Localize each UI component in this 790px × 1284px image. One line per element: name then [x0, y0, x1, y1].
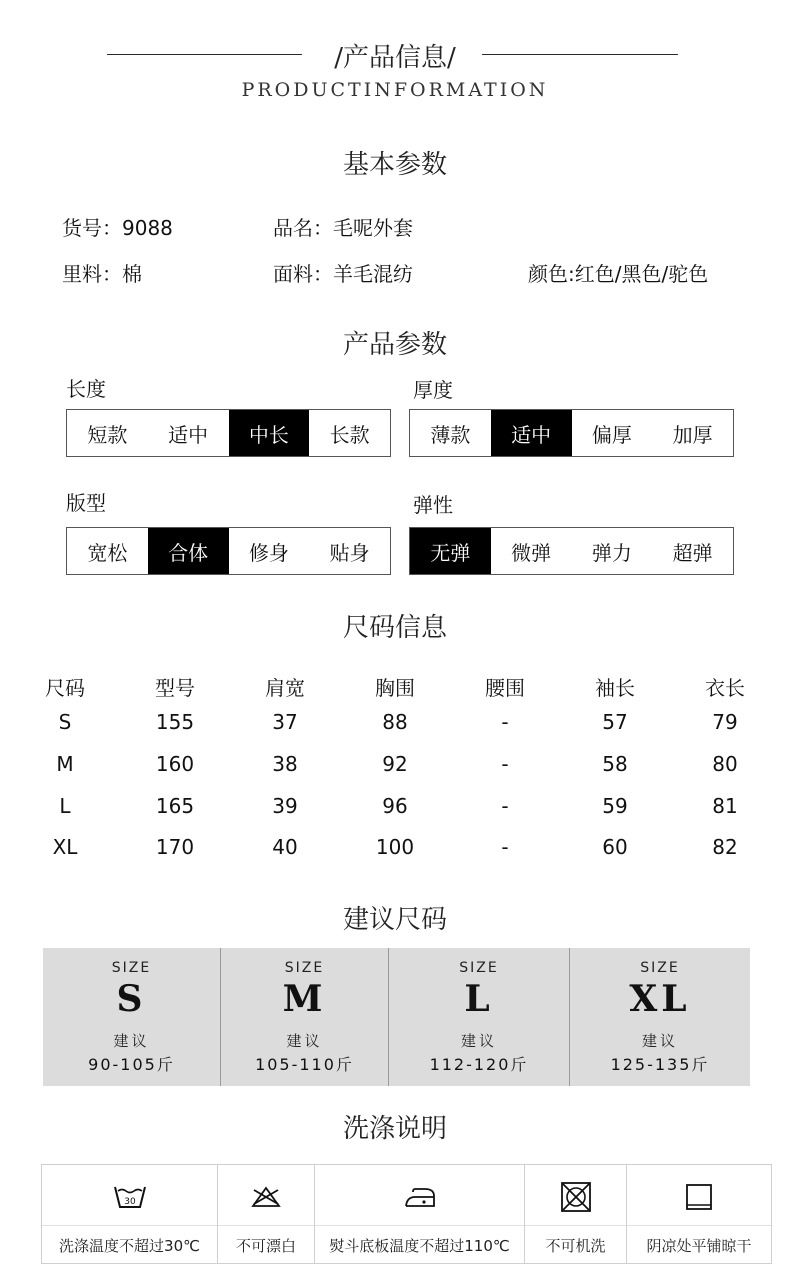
washing-item	[525, 1165, 627, 1263]
size-table-row	[10, 710, 780, 734]
size-cell: -	[501, 752, 509, 776]
size-letter: M	[282, 978, 327, 1020]
size-cell: 79	[712, 710, 738, 734]
no-machine-wash-icon	[525, 1177, 626, 1217]
size-caption: SIZE	[640, 960, 680, 976]
washing-text: 洗涤温度不超过30℃	[59, 1237, 200, 1255]
cell-divider	[315, 1225, 524, 1226]
size-caption: SIZE	[111, 960, 152, 976]
size-table-header	[10, 672, 780, 701]
recommend-item	[388, 948, 569, 1086]
size-header-cell: 腰围	[485, 676, 525, 700]
header-title-cn: /产品信息/	[334, 43, 456, 73]
size-header-cell: 胸围	[375, 676, 415, 700]
thickness-option: 适中	[491, 410, 572, 456]
washing-item	[42, 1165, 218, 1263]
color-options: 颜色:红色/黑色/驼色	[528, 262, 709, 286]
size-cell: -	[501, 710, 509, 734]
size-cell: 59	[602, 794, 628, 818]
header-title-en: PRODUCTINFORMATION	[241, 79, 549, 101]
size-header-cell: 型号	[155, 676, 195, 700]
length-options	[66, 409, 391, 457]
size-cell: 40	[272, 835, 298, 859]
washing-text: 阴凉处平铺晾干	[646, 1237, 752, 1255]
product-params-title: 产品参数	[342, 330, 447, 360]
size-cell: 81	[712, 794, 738, 818]
size-cell: 92	[382, 752, 408, 776]
size-letter: L	[464, 978, 494, 1020]
size-table-row	[10, 794, 780, 818]
fit-option: 贴身	[329, 540, 370, 565]
size-header-cell: 衣长	[705, 676, 745, 700]
size-letter: S	[116, 978, 147, 1020]
suggest-label: 建议	[460, 1032, 497, 1050]
elasticity-label: 弹性	[413, 493, 453, 517]
suggest-label: 建议	[113, 1032, 150, 1050]
elasticity-option: 超弹	[672, 540, 713, 565]
size-cell: M	[56, 752, 74, 776]
size-cell: 88	[382, 710, 408, 734]
thickness-option: 偏厚	[591, 422, 632, 447]
length-option: 长款	[329, 422, 370, 447]
wash-30-icon	[42, 1177, 217, 1217]
washing-text: 不可漂白	[235, 1237, 296, 1255]
weight-range: 105-110斤	[255, 1055, 354, 1074]
basic-params-title: 基本参数	[342, 150, 447, 180]
size-cell: 82	[712, 835, 738, 859]
iron-110-icon	[315, 1177, 524, 1217]
length-option: 短款	[87, 422, 128, 447]
elasticity-option: 微弹	[511, 540, 552, 565]
elasticity-option: 弹力	[591, 540, 632, 565]
weight-range: 125-135斤	[610, 1055, 710, 1074]
size-cell: -	[501, 835, 509, 859]
washing-item	[315, 1165, 525, 1263]
suggest-label: 建议	[641, 1032, 678, 1050]
thickness-option: 薄款	[430, 422, 471, 447]
weight-range: 90-105斤	[88, 1055, 175, 1074]
cell-divider	[627, 1225, 771, 1226]
cell-divider	[42, 1225, 217, 1226]
recommend-title: 建议尺码	[342, 905, 447, 935]
size-cell: 57	[602, 710, 628, 734]
size-letter: XL	[629, 978, 691, 1020]
elasticity-option: 无弹	[410, 528, 491, 574]
size-cell: 39	[272, 794, 298, 818]
size-cell: 170	[155, 835, 195, 859]
size-cell: 38	[272, 752, 298, 776]
lining-material: 里料：棉	[62, 262, 142, 286]
recommend-panel	[43, 948, 750, 1086]
length-label: 长度	[66, 377, 106, 401]
size-cell: 37	[272, 710, 298, 734]
size-info-title: 尺码信息	[342, 613, 447, 643]
size-table-row	[10, 752, 780, 776]
size-header-cell: 尺码	[45, 676, 85, 700]
size-cell: 155	[155, 710, 195, 734]
size-header-cell: 袖长	[595, 676, 635, 700]
recommend-item	[569, 948, 750, 1086]
size-cell: L	[59, 794, 71, 818]
size-caption: SIZE	[284, 960, 325, 976]
size-cell: 160	[155, 752, 195, 776]
fit-option: 合体	[148, 528, 229, 574]
fabric-material: 面料：羊毛混纺	[273, 262, 413, 286]
length-option: 适中	[168, 422, 209, 447]
fit-options	[66, 527, 391, 575]
fit-option: 修身	[248, 540, 289, 565]
size-header-cell: 肩宽	[265, 676, 305, 700]
size-cell: 165	[155, 794, 195, 818]
size-cell: 100	[375, 835, 415, 859]
no-bleach-icon	[218, 1177, 314, 1217]
washing-item	[627, 1165, 771, 1263]
product-name: 品名：毛呢外套	[273, 216, 413, 240]
fit-option: 宽松	[87, 540, 128, 565]
thickness-label: 厚度	[413, 378, 453, 402]
item-number: 货号：9088	[62, 216, 173, 240]
washing-title: 洗涤说明	[342, 1114, 447, 1144]
length-option: 中长	[229, 410, 310, 456]
recommend-item	[220, 948, 388, 1086]
size-cell: S	[58, 710, 72, 734]
size-cell: 58	[602, 752, 628, 776]
fit-label: 版型	[66, 491, 106, 515]
cell-divider	[525, 1225, 626, 1226]
size-cell: XL	[52, 835, 78, 859]
thickness-option: 加厚	[672, 422, 713, 447]
suggest-label: 建议	[286, 1032, 323, 1050]
size-caption: SIZE	[459, 960, 499, 976]
weight-range: 112-120斤	[429, 1055, 529, 1074]
dry-flat-shade-icon	[627, 1177, 771, 1217]
size-cell: 96	[382, 794, 408, 818]
washing-item	[218, 1165, 315, 1263]
elasticity-options	[409, 527, 734, 575]
svg-text:30: 30	[123, 1197, 136, 1207]
thickness-options	[409, 409, 734, 457]
size-cell: -	[501, 794, 509, 818]
size-cell: 80	[712, 752, 738, 776]
size-cell: 60	[602, 835, 628, 859]
washing-table	[41, 1164, 772, 1264]
washing-text: 不可机洗	[545, 1237, 606, 1255]
recommend-item	[43, 948, 220, 1086]
washing-text: 熨斗底板温度不超过110℃	[329, 1237, 510, 1255]
cell-divider	[218, 1225, 314, 1226]
size-table-row	[10, 835, 780, 859]
